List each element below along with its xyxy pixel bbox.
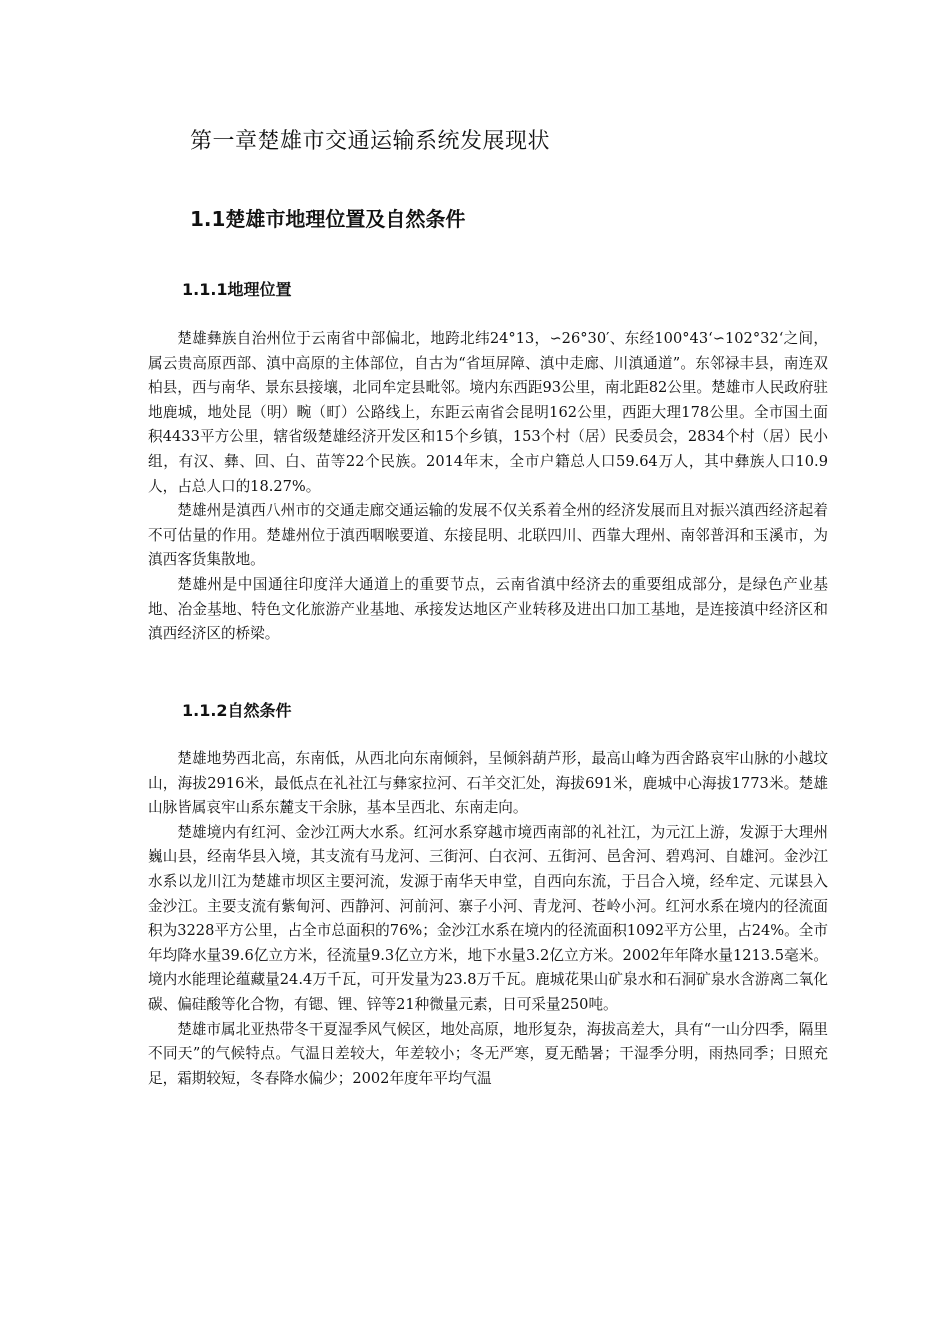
paragraph: 楚雄州是滇西八州市的交通走廊交通运输的发展不仅关系着全州的经济发展而且对振兴滇西经济起着不可估量的作用。楚雄州位于滇西咽喉要道、东接昆明、北联四川、西靠大理州、南邻普洱和玉溪市，为滇西客货集散地。 — [148, 502, 828, 569]
natural-conditions-body — [148, 747, 828, 1091]
paragraph: 楚雄地势西北高，东南低，从西北向东南倾斜，呈倾斜葫芦形，最高山峰为西舍路哀牢山脉的小越坟山，海拔2916米，最低点在礼社江与彝家拉河、石羊交汇处，海拔691米，鹿城中心海拔1773米。楚雄山脉皆属哀牢山系东麓支干余脉，基本呈西北、东南走向。 — [148, 750, 828, 817]
subsection-title-natural-conditions: 1.1.2自然条件 — [182, 701, 292, 720]
section-title: 1.1楚雄市地理位置及自然条件 — [190, 207, 466, 231]
geography-body — [148, 327, 828, 647]
paragraph: 楚雄市属北亚热带冬干夏湿季风气候区，地处高原，地形复杂，海拔高差大，具有“一山分四季，隔里不同天”的气候特点。气温日差较大，年差较小；冬无严寒，夏无酷暑；干湿季分明，雨热同季；日照充足，霜期较短，冬春降水偏少；2002年度年平均气温 — [148, 1020, 828, 1087]
paragraph: 楚雄州是中国通往印度洋大通道上的重要节点，云南省滇中经济去的重要组成部分，是绿色产业基地、冶金基地、特色文化旅游产业基地、承接发达地区产业转移及进出口加工基地，是连接滇中经济区和滇西经济区的桥梁。 — [148, 575, 828, 643]
chapter-title: 第一章楚雄市交通运输系统发展现状 — [190, 129, 551, 154]
subsection-title-geography: 1.1.1地理位置 — [182, 280, 292, 299]
paragraph: 楚雄境内有红河、金沙江两大水系。红河水系穿越市境西南部的礼社江，为元江上游，发源于大理州巍山县，经南华县入境，其支流有马龙河、三街河、白衣河、五街河、邑舍河、碧鸡河、自雄河。金沙江水系以龙川江为楚雄市坝区主要河流，发源于南华天申堂，自西向东流，于吕合入境，经牟定、元谋县入金沙江。主要支流有紫甸河、西静河、河前河、寨子小河、青龙河、苍岭小河。红河水系在境内的径流面积为3228平方公里，占全市总面积的76%；金沙江水系在境内的径流面积1092平方公里，占24%。全市年均降水量39.6亿立方米，径流量9.3亿立方米，地下水量3.2亿立方米。2002年年降水量1213.5毫米。境内水能理论蕴藏量24.4万千瓦，可开发量为23.8万千瓦。鹿城花果山矿泉水和石洞矿泉水含游离二氧化碳、偏硅酸等化合物，有锶、锂、锌等21种微量元素，日可采量250吨。 — [148, 823, 828, 1013]
paragraph: 楚雄彝族自治州位于云南省中部偏北，地跨北纬24°13，∽26°30′、东经100°43‘∽102°32‘之间，属云贵高原西部、滇中高原的主体部位，自古为“省垣屏障、滇中走廊、川滇通道”。东邻禄丰县，南连双柏县，西与南华、景东县接壤，北同牟定县毗邻。境内东西距93公里，南北距82公里。楚雄市人民政府驻地鹿城，地处昆（明）畹（町）公路线上，东距云南省会昆明162公里，西距大理178公里。全市国土面积4433平方公里，辖省级楚雄经济开发区和15个乡镇，153个村（居）民委员会，2834个村（居）民小组，有汉、彝、回、白、苗等22个民族。2014年末，全市户籍总人口59.64万人，其中彝族人口10.9人，占总人口的18.27%。 — [148, 330, 828, 495]
